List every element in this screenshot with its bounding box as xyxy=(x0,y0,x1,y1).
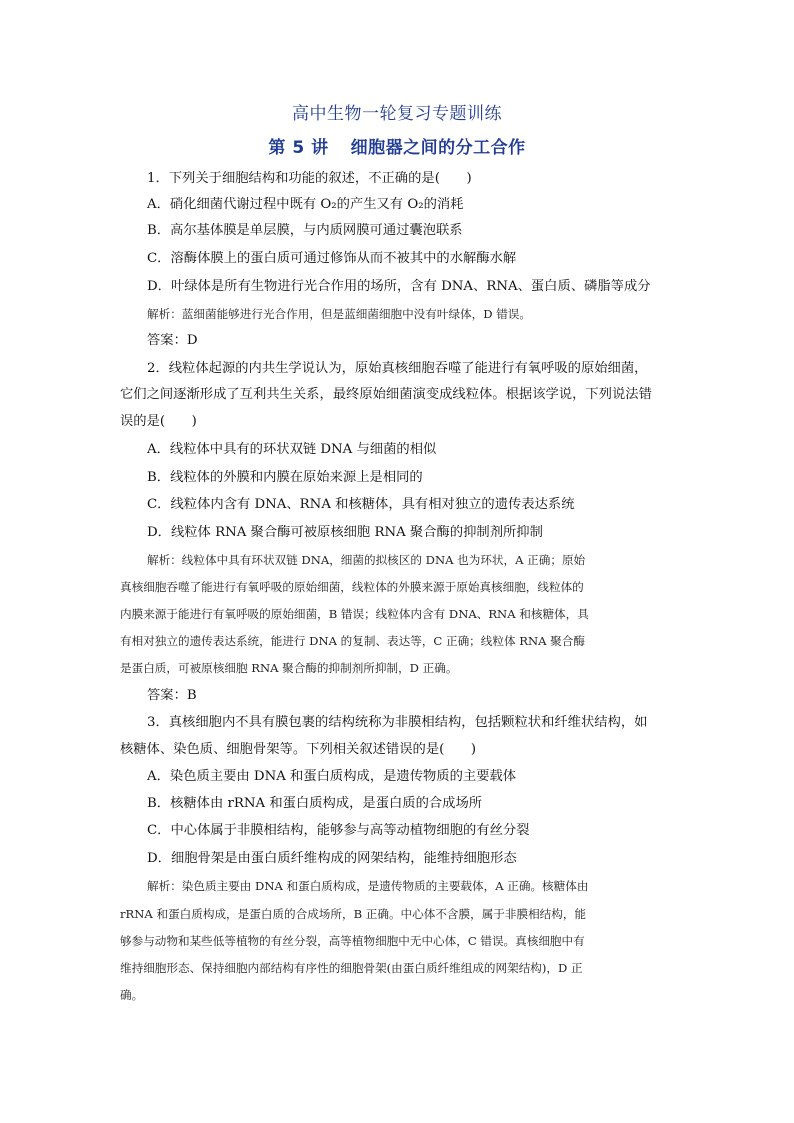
question-3-analysis-line-3: 够参与动物和某些低等植物的有丝分裂，高等植物细胞中无中心体，C 错误。真核细胞中有 xyxy=(120,934,585,948)
question-3-analysis-line-1: 解析：染色质主要由 DNA 和蛋白质构成，是遗传物质的主要载体，A 正确。核糖体由 xyxy=(147,879,589,893)
question-3-option-a: A．染色质主要由 DNA 和蛋白质构成，是遗传物质的主要载体 xyxy=(147,769,517,784)
question-2-stem-line-1: 2．线粒体起源的内共生学说认为，原始真核细胞吞噬了能进行有氧呼吸的原始细菌， xyxy=(147,361,648,376)
question-1-stem: 1．下列关于细胞结构和功能的叙述，不正确的是( ) xyxy=(147,171,472,186)
question-2-analysis-line-2: 真核细胞吞噬了能进行有氧呼吸的原始细菌，线粒体的外膜来源于原始真核细胞，线粒体的 xyxy=(120,580,584,594)
question-1-analysis: 解析：蓝细菌能够进行光合作用，但是蓝细菌细胞中没有叶绿体，D 错误。 xyxy=(147,307,531,321)
document-title: 高中生物一轮复习专题训练 xyxy=(292,104,502,124)
question-3-option-d: D．细胞骨架是由蛋白质纤维构成的网架结构，能维持细胞形态 xyxy=(147,851,517,866)
question-1-option-c: C．溶酶体膜上的蛋白质可通过修饰从而不被其中的水解酶水解 xyxy=(147,251,517,266)
question-3-option-b: B．核糖体由 rRNA 和蛋白质构成，是蛋白质的合成场所 xyxy=(147,796,483,811)
question-3-analysis-line-2: rRNA 和蛋白质构成，是蛋白质的合成场所，B 正确。中心体不含膜，属于非膜相结构，能 xyxy=(120,907,587,921)
question-2-stem-line-3: 误的是( ) xyxy=(120,414,197,429)
question-1-option-b: B．高尔基体膜是单层膜，与内质网膜可通过囊泡联系 xyxy=(147,223,463,238)
question-2-option-d: D．线粒体 RNA 聚合酶可被原核细胞 RNA 聚合酶的抑制剂所抑制 xyxy=(147,525,543,540)
question-1-option-a: A．硝化细菌代谢过程中既有 O₂的产生又有 O₂的消耗 xyxy=(147,197,464,212)
question-3-stem-line-1: 3．真核细胞内不具有膜包裹的结构统称为非膜相结构，包括颗粒状和纤维状结构，如 xyxy=(147,715,648,730)
lesson-heading xyxy=(0,133,794,158)
question-2-analysis-line-4: 有相对独立的遗传表达系统，能进行 DNA 的复制、表达等，C 正确；线粒体 RNA 聚合酶 xyxy=(120,634,585,648)
question-3-analysis-line-5: 确。 xyxy=(120,988,144,1002)
lesson-topic: 细胞器之间的分工合作 xyxy=(350,138,526,158)
question-2-analysis-line-5: 是蛋白质，可被原核细胞 RNA 聚合酶的抑制剂所抑制，D 正确。 xyxy=(120,661,458,675)
question-2-option-c: C．线粒体内含有 DNA、RNA 和核糖体，具有相对独立的遗传表达系统 xyxy=(147,497,575,512)
question-2-analysis-line-1: 解析：线粒体中具有环状双链 DNA，细菌的拟核区的 DNA 也为环状，A 正确；原始 xyxy=(147,553,586,567)
question-3-analysis-line-4: 维持细胞形态、保持细胞内部结构有序性的细胞骨架(由蛋白质纤维组成的网架结构)，D 正 xyxy=(120,961,583,975)
question-2-option-a: A．线粒体中具有的环状双链 DNA 与细菌的相似 xyxy=(147,442,437,457)
question-3-stem-line-2: 核糖体、染色质、细胞骨架等。下列相关叙述错误的是( ) xyxy=(120,742,477,757)
question-1-answer: 答案：D xyxy=(147,333,198,348)
question-2-option-b: B．线粒体的外膜和内膜在原始来源上是相同的 xyxy=(147,470,423,485)
question-2-answer: 答案：B xyxy=(147,688,197,703)
question-1-option-d: D．叶绿体是所有生物进行光合作用的场所，含有 DNA、RNA、蛋白质、磷脂等成分 xyxy=(147,279,651,294)
lesson-number: 第 5 讲 xyxy=(268,138,329,158)
question-3-option-c: C．中心体属于非膜相结构，能够参与高等动植物细胞的有丝分裂 xyxy=(147,823,530,838)
question-2-analysis-line-3: 内膜来源于能进行有氧呼吸的原始细菌，B 错误；线粒体内含有 DNA、RNA 和核糖体，具 xyxy=(120,607,589,621)
question-2-stem-line-2: 它们之间逐渐形成了互利共生关系，最终原始细菌演变成线粒体。根据该学说，下列说法错 xyxy=(120,387,652,402)
